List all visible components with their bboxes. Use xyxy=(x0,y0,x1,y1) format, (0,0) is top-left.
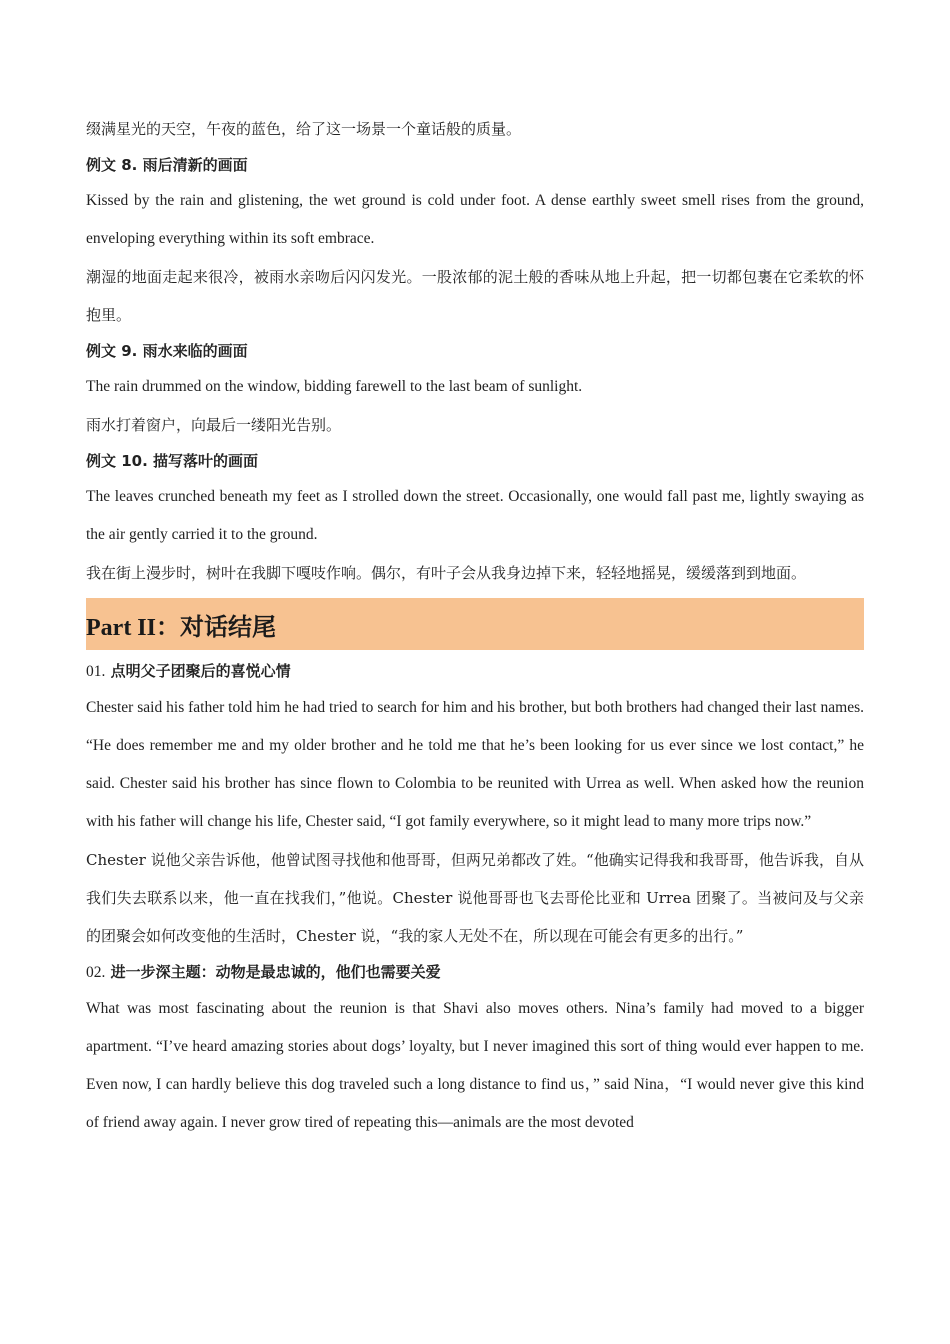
section-02-english: What was most fascinating about the reunion is that Shavi also moves others. Nina’s family had moved to a bigger apartment. “I’ve heard amazing stories about dogs’ loyalty, but I never imagined this sort of thing would ever happen to me. Even now, I can hardly believe this dog traveled such a long distance to find us，” said Nina，“I would never give this kind of friend away again. I never grow tired of repeating this—animals are the most devoted xyxy=(86,1000,864,1131)
document-page xyxy=(86,110,864,1142)
section-01-heading xyxy=(86,654,864,689)
example-8-heading: 例文 8. 雨后清新的画面 xyxy=(86,156,248,174)
section-02-title: 进一步深主题：动物是最忠诚的，他们也需要关爱 xyxy=(110,963,441,981)
example-8-chinese: 潮湿的地面走起来很冷，被雨水亲吻后闪闪发光。一股浓郁的泥土般的香味从地上升起，把一切都包裹在它柔软的怀抱里。 xyxy=(86,268,864,324)
section-01-title: 点明父子团聚后的喜悦心情 xyxy=(110,662,291,680)
section-01-number: 01. xyxy=(86,663,106,680)
section-01-chinese: Chester 说他父亲告诉他，他曾试图寻找他和他哥哥，但两兄弟都改了姓。“他确实记得我和我哥哥，他告诉我，自从我们失去联系以来，他一直在找我们，”他说。Chester 说他哥哥也飞去哥伦比亚和 Urrea 团聚了。当被问及与父亲的团聚会如何改变他的生活时，Chester 说，“我的家人无处不在，所以现在可能会有更多的出行。” xyxy=(86,851,864,945)
example-10-chinese: 我在街上漫步时，树叶在我脚下嘎吱作响。偶尔，有叶子会从我身边掉下来，轻轻地摇晃，缓缓落到到地面。 xyxy=(86,564,807,582)
example-8-english: Kissed by the rain and glistening, the wet ground is cold under foot. A dense earthly sweet smell rises from the ground, enveloping everything within its soft embrace. xyxy=(86,192,864,247)
example-10-english: The leaves crunched beneath my feet as I strolled down the street. Occasionally, one would fall past me, lightly swaying as the air gently carried it to the ground. xyxy=(86,488,864,543)
example-10-heading: 例文 10. 描写落叶的画面 xyxy=(86,452,259,470)
paragraph-zh-starry-sky: 缀满星光的天空，午夜的蓝色，给了这一场景一个童话般的质量。 xyxy=(86,120,522,138)
part-2-banner xyxy=(86,598,864,650)
example-9-english: The rain drummed on the window, bidding farewell to the last beam of sunlight. xyxy=(86,378,583,395)
section-01-english: Chester said his father told him he had tried to search for him and his brother, but both brothers had changed their last names. “He does remember me and my older brother and he told me that he’s been looking for us ever since we lost contact,” he said. Chester said his brother has since flown to Colombia to be reunited with Urrea as well. When asked how the reunion with his father will change his life, Chester said, “I got family everywhere, so it might lead to many more trips now.” xyxy=(86,699,864,830)
part-2-title: Part II：对话结尾 xyxy=(86,614,276,641)
example-9-heading: 例文 9. 雨水来临的画面 xyxy=(86,342,248,360)
example-9-chinese: 雨水打着窗户，向最后一缕阳光告别。 xyxy=(86,416,342,434)
section-02-number: 02. xyxy=(86,964,106,981)
section-02-heading xyxy=(86,955,864,990)
